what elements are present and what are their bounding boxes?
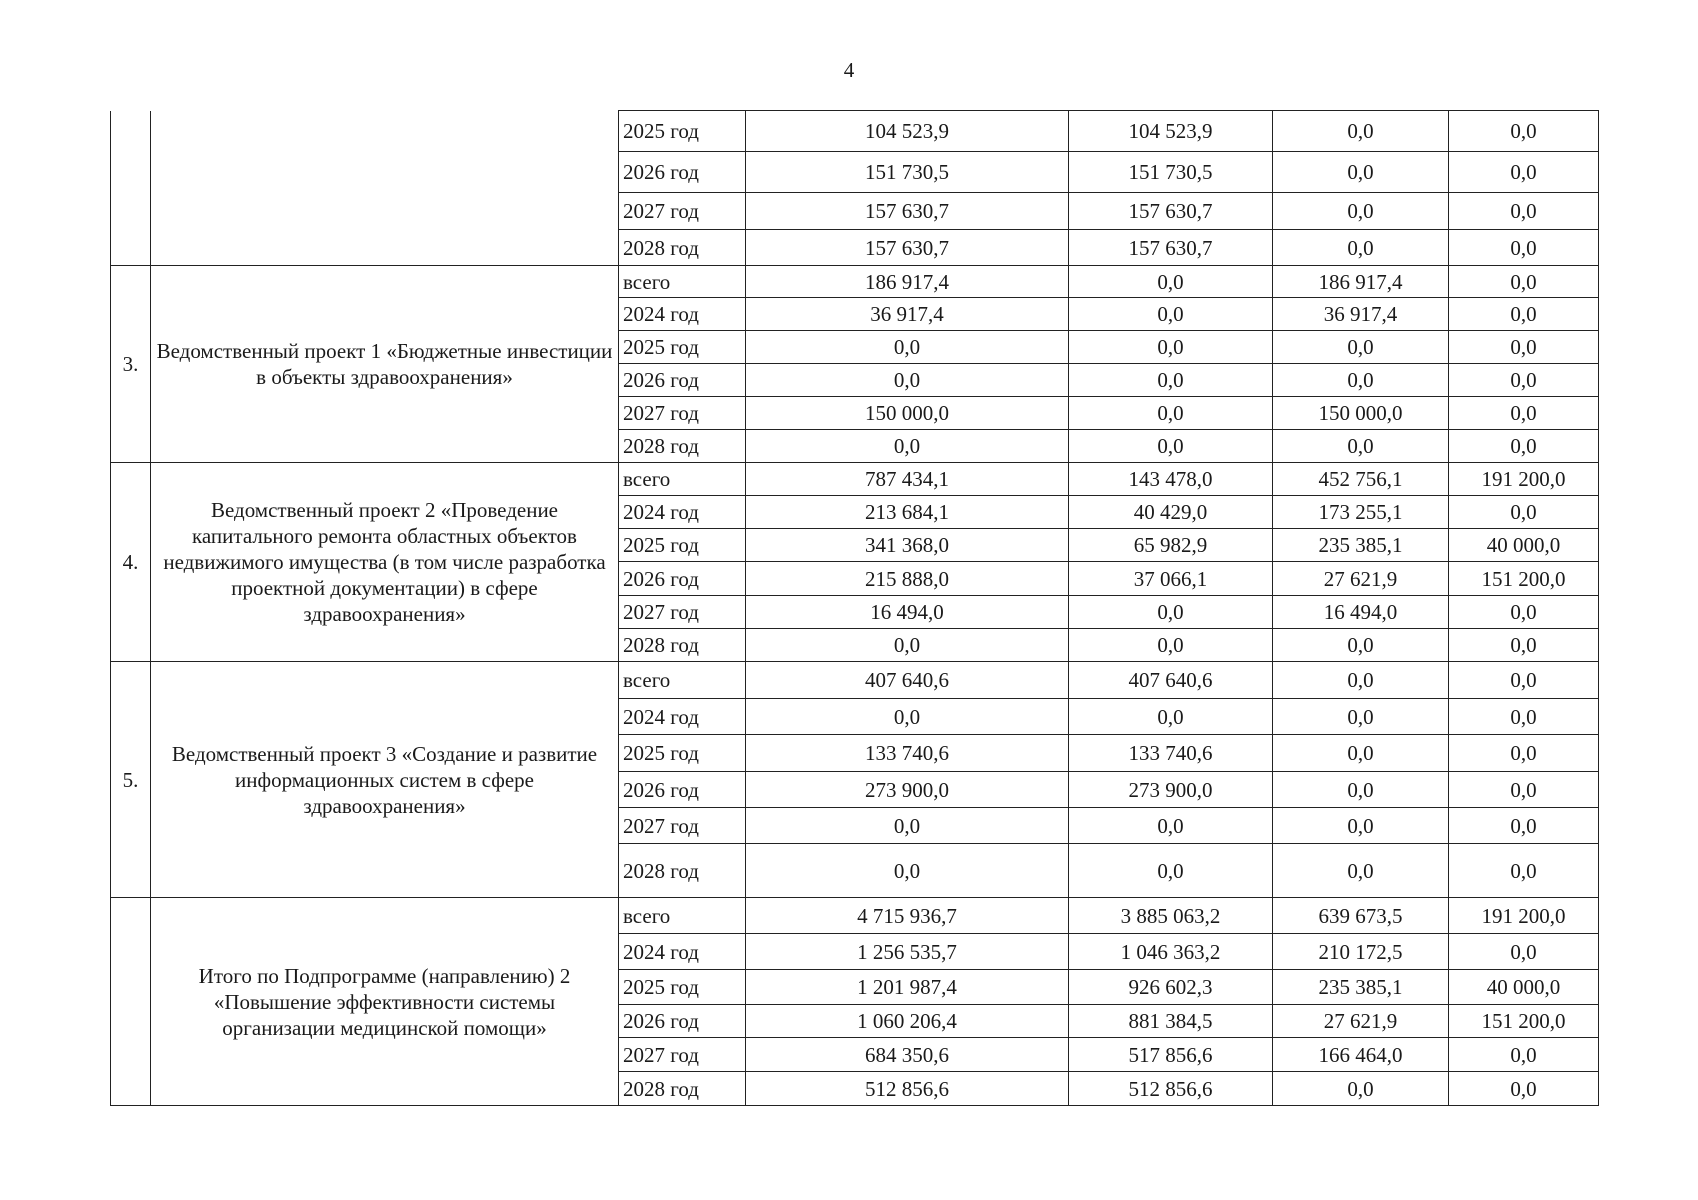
total-value: 104 523,9 (746, 111, 1069, 152)
regional-budget-value: 0,0 (1069, 298, 1273, 331)
year-label: 2025 год (619, 529, 746, 562)
federal-budget-value: 166 464,0 (1273, 1038, 1449, 1072)
section-name: Ведомственный проект 1 «Бюджетные инвестиции в объекты здравоохранения» (151, 266, 619, 463)
regional-budget-value: 1 046 363,2 (1069, 934, 1273, 970)
year-label: 2027 год (619, 397, 746, 430)
other-sources-value: 0,0 (1449, 699, 1599, 735)
federal-budget-value: 0,0 (1273, 1072, 1449, 1106)
year-label: всего (619, 662, 746, 699)
federal-budget-value: 0,0 (1273, 111, 1449, 152)
federal-budget-value: 452 756,1 (1273, 463, 1449, 496)
federal-budget-value: 186 917,4 (1273, 266, 1449, 298)
other-sources-value: 40 000,0 (1449, 970, 1599, 1005)
year-label: 2026 год (619, 364, 746, 397)
regional-budget-value: 143 478,0 (1069, 463, 1273, 496)
total-value: 1 060 206,4 (746, 1005, 1069, 1038)
total-value: 36 917,4 (746, 298, 1069, 331)
other-sources-value: 0,0 (1449, 496, 1599, 529)
total-value: 157 630,7 (746, 230, 1069, 266)
other-sources-value: 0,0 (1449, 735, 1599, 772)
other-sources-value: 0,0 (1449, 772, 1599, 808)
year-label: 2028 год (619, 844, 746, 898)
year-label: 2027 год (619, 596, 746, 629)
total-value: 1 201 987,4 (746, 970, 1069, 1005)
year-label: 2026 год (619, 152, 746, 193)
year-label: 2027 год (619, 808, 746, 844)
other-sources-value: 0,0 (1449, 331, 1599, 364)
table-row (111, 463, 1599, 496)
regional-budget-value: 926 602,3 (1069, 970, 1273, 1005)
federal-budget-value: 0,0 (1273, 808, 1449, 844)
table-row (111, 898, 1599, 934)
regional-budget-value: 40 429,0 (1069, 496, 1273, 529)
federal-budget-value: 36 917,4 (1273, 298, 1449, 331)
regional-budget-value: 0,0 (1069, 844, 1273, 898)
year-label: всего (619, 898, 746, 934)
total-value: 215 888,0 (746, 562, 1069, 596)
other-sources-value: 0,0 (1449, 844, 1599, 898)
total-value: 341 368,0 (746, 529, 1069, 562)
other-sources-value: 0,0 (1449, 1072, 1599, 1106)
regional-budget-value: 151 730,5 (1069, 152, 1273, 193)
section-number (111, 111, 151, 266)
total-value: 407 640,6 (746, 662, 1069, 699)
regional-budget-value: 512 856,6 (1069, 1072, 1273, 1106)
federal-budget-value: 235 385,1 (1273, 970, 1449, 1005)
regional-budget-value: 407 640,6 (1069, 662, 1273, 699)
federal-budget-value: 150 000,0 (1273, 397, 1449, 430)
section-name: Ведомственный проект 3 «Создание и развитие информационных систем в сфере здравоохранения» (151, 662, 619, 898)
year-label: 2027 год (619, 1038, 746, 1072)
other-sources-value: 191 200,0 (1449, 898, 1599, 934)
table-row (111, 266, 1599, 298)
federal-budget-value: 0,0 (1273, 844, 1449, 898)
year-label: 2024 год (619, 934, 746, 970)
federal-budget-value: 0,0 (1273, 364, 1449, 397)
other-sources-value: 191 200,0 (1449, 463, 1599, 496)
total-value: 273 900,0 (746, 772, 1069, 808)
year-label: 2025 год (619, 970, 746, 1005)
total-value: 787 434,1 (746, 463, 1069, 496)
other-sources-value: 0,0 (1449, 662, 1599, 699)
federal-budget-value: 0,0 (1273, 230, 1449, 266)
federal-budget-value: 16 494,0 (1273, 596, 1449, 629)
year-label: 2027 год (619, 193, 746, 230)
year-label: 2025 год (619, 735, 746, 772)
total-value: 157 630,7 (746, 193, 1069, 230)
regional-budget-value: 0,0 (1069, 596, 1273, 629)
federal-budget-value: 173 255,1 (1273, 496, 1449, 529)
regional-budget-value: 0,0 (1069, 397, 1273, 430)
total-value: 16 494,0 (746, 596, 1069, 629)
total-value: 186 917,4 (746, 266, 1069, 298)
other-sources-value: 0,0 (1449, 934, 1599, 970)
page-number: 4 (843, 58, 855, 82)
federal-budget-value: 27 621,9 (1273, 1005, 1449, 1038)
section-name: Итого по Подпрограмме (направлению) 2 «Повышение эффективности системы организации медицинской помощи» (151, 898, 619, 1106)
federal-budget-value: 210 172,5 (1273, 934, 1449, 970)
other-sources-value: 0,0 (1449, 152, 1599, 193)
other-sources-value: 0,0 (1449, 596, 1599, 629)
budget-table (110, 110, 1599, 1106)
year-label: 2024 год (619, 699, 746, 735)
regional-budget-value: 157 630,7 (1069, 193, 1273, 230)
total-value: 4 715 936,7 (746, 898, 1069, 934)
regional-budget-value: 0,0 (1069, 629, 1273, 662)
total-value: 0,0 (746, 844, 1069, 898)
regional-budget-value: 133 740,6 (1069, 735, 1273, 772)
total-value: 0,0 (746, 808, 1069, 844)
total-value: 0,0 (746, 629, 1069, 662)
other-sources-value: 0,0 (1449, 111, 1599, 152)
year-label: 2028 год (619, 230, 746, 266)
other-sources-value: 0,0 (1449, 629, 1599, 662)
section-number (111, 898, 151, 1106)
federal-budget-value: 0,0 (1273, 430, 1449, 463)
regional-budget-value: 273 900,0 (1069, 772, 1273, 808)
total-value: 684 350,6 (746, 1038, 1069, 1072)
other-sources-value: 0,0 (1449, 193, 1599, 230)
regional-budget-value: 0,0 (1069, 266, 1273, 298)
federal-budget-value: 235 385,1 (1273, 529, 1449, 562)
total-value: 0,0 (746, 331, 1069, 364)
total-value: 0,0 (746, 364, 1069, 397)
other-sources-value: 40 000,0 (1449, 529, 1599, 562)
total-value: 0,0 (746, 699, 1069, 735)
regional-budget-value: 881 384,5 (1069, 1005, 1273, 1038)
federal-budget-value: 0,0 (1273, 735, 1449, 772)
regional-budget-value: 0,0 (1069, 331, 1273, 364)
other-sources-value: 0,0 (1449, 266, 1599, 298)
regional-budget-value: 0,0 (1069, 364, 1273, 397)
regional-budget-value: 517 856,6 (1069, 1038, 1273, 1072)
regional-budget-value: 0,0 (1069, 699, 1273, 735)
other-sources-value: 0,0 (1449, 430, 1599, 463)
federal-budget-value: 0,0 (1273, 662, 1449, 699)
other-sources-value: 0,0 (1449, 397, 1599, 430)
federal-budget-value: 0,0 (1273, 772, 1449, 808)
other-sources-value: 0,0 (1449, 808, 1599, 844)
year-label: 2028 год (619, 1072, 746, 1106)
year-label: 2025 год (619, 331, 746, 364)
section-number: 3. (111, 266, 151, 463)
year-label: всего (619, 463, 746, 496)
year-label: 2028 год (619, 430, 746, 463)
total-value: 213 684,1 (746, 496, 1069, 529)
year-label: 2026 год (619, 1005, 746, 1038)
regional-budget-value: 0,0 (1069, 430, 1273, 463)
regional-budget-value: 3 885 063,2 (1069, 898, 1273, 934)
federal-budget-value: 0,0 (1273, 331, 1449, 364)
federal-budget-value: 0,0 (1273, 152, 1449, 193)
regional-budget-value: 0,0 (1069, 808, 1273, 844)
year-label: 2025 год (619, 111, 746, 152)
section-name (151, 111, 619, 266)
total-value: 133 740,6 (746, 735, 1069, 772)
total-value: 512 856,6 (746, 1072, 1069, 1106)
year-label: 2024 год (619, 298, 746, 331)
year-label: всего (619, 266, 746, 298)
federal-budget-value: 0,0 (1273, 193, 1449, 230)
regional-budget-value: 157 630,7 (1069, 230, 1273, 266)
other-sources-value: 0,0 (1449, 298, 1599, 331)
other-sources-value: 0,0 (1449, 364, 1599, 397)
total-value: 1 256 535,7 (746, 934, 1069, 970)
federal-budget-value: 0,0 (1273, 699, 1449, 735)
year-label: 2028 год (619, 629, 746, 662)
table-body (111, 111, 1599, 1106)
total-value: 150 000,0 (746, 397, 1069, 430)
total-value: 151 730,5 (746, 152, 1069, 193)
section-name: Ведомственный проект 2 «Проведение капитального ремонта областных объектов недвижимого имущества (в том числе разработка проектной документации) в сфере здравоохранения» (151, 463, 619, 662)
year-label: 2024 год (619, 496, 746, 529)
federal-budget-value: 639 673,5 (1273, 898, 1449, 934)
other-sources-value: 151 200,0 (1449, 562, 1599, 596)
section-number: 4. (111, 463, 151, 662)
other-sources-value: 0,0 (1449, 230, 1599, 266)
federal-budget-value: 27 621,9 (1273, 562, 1449, 596)
year-label: 2026 год (619, 562, 746, 596)
regional-budget-value: 65 982,9 (1069, 529, 1273, 562)
federal-budget-value: 0,0 (1273, 629, 1449, 662)
other-sources-value: 0,0 (1449, 1038, 1599, 1072)
table-row (111, 111, 1599, 152)
total-value: 0,0 (746, 430, 1069, 463)
table-row (111, 662, 1599, 699)
regional-budget-value: 37 066,1 (1069, 562, 1273, 596)
other-sources-value: 151 200,0 (1449, 1005, 1599, 1038)
year-label: 2026 год (619, 772, 746, 808)
regional-budget-value: 104 523,9 (1069, 111, 1273, 152)
section-number: 5. (111, 662, 151, 898)
